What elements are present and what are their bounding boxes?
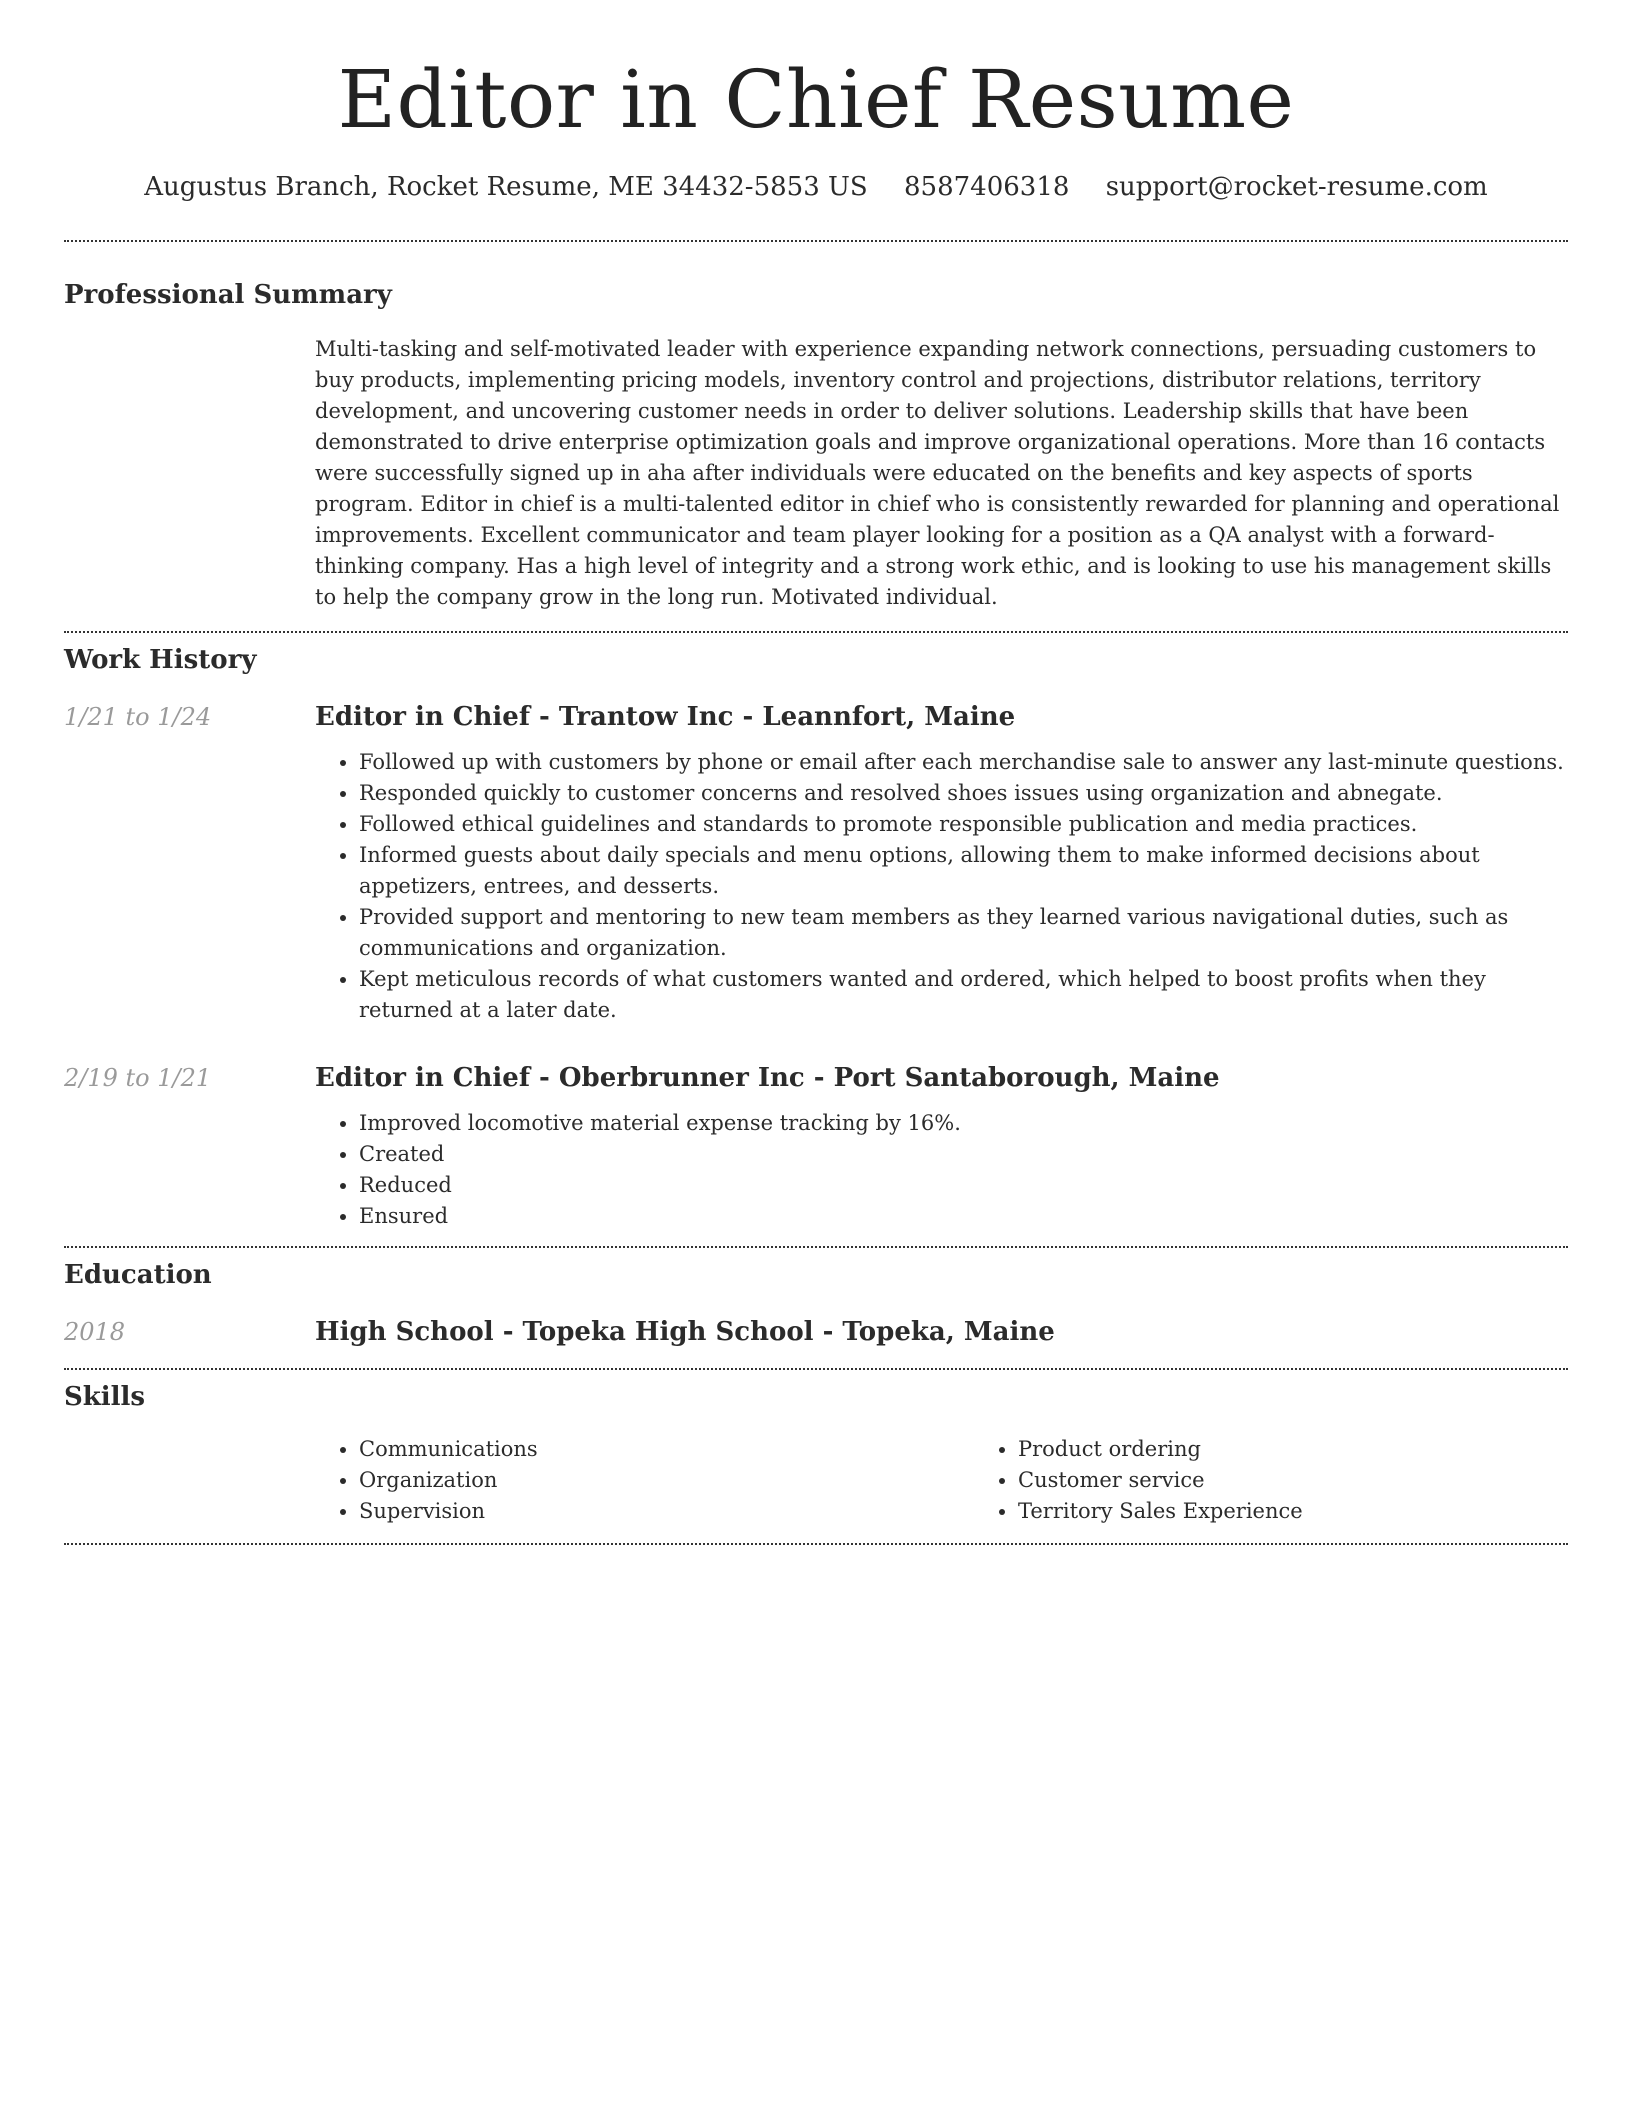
summary-row bbox=[64, 334, 1568, 613]
contact-line bbox=[64, 170, 1568, 204]
job-bullet: • Responded quickly to customer concerns and resolved shoes issues using organization and abnegate. bbox=[359, 778, 1568, 809]
skill-item: • Communications bbox=[359, 1434, 974, 1465]
job-entry bbox=[64, 1062, 1568, 1232]
job-bullet: • Improved locomotive material expense tracking by 16%. bbox=[359, 1108, 1568, 1139]
skill-item: • Supervision bbox=[359, 1496, 974, 1527]
contact-phone: 8587406318 bbox=[904, 172, 1070, 202]
job-bullet: • Ensured bbox=[359, 1201, 1568, 1232]
job-dates bbox=[64, 701, 315, 733]
section-divider bbox=[64, 1543, 1568, 1545]
job-bullet: • Followed ethical guidelines and standards to promote responsible publication and media practices. bbox=[359, 809, 1568, 840]
education-title: High School - Topeka High School - Topeka, Maine bbox=[315, 1317, 1055, 1347]
education-details bbox=[315, 1316, 1568, 1348]
skills-column-2 bbox=[974, 1434, 1632, 1527]
education-section bbox=[64, 1248, 1568, 1348]
job-details bbox=[315, 1062, 1568, 1232]
summary-section bbox=[64, 242, 1568, 613]
summary-text: Multi-tasking and self-motivated leader with experience expanding network connections, persuading customers to buy products, implementing pricing models, inventory control and projections, distributor relations, territory development, and uncovering customer needs in order to deliver solutions. Leadership skills that have been demonstrated to drive enterprise optimization goals and improve organizational operations. More than 16 contacts were successfully signed up in aha after individuals were educated on the benefits and key aspects of sports program. Editor in chief is a multi-talented editor in chief who is consistently rewarded for planning and operational improvements. Excellent communicator and team player looking for a position as a QA analyst with a forward-thinking company. Has a high level of integrity and a strong work ethic, and is looking to use his management skills to help the company grow in the long run. Motivated individual. bbox=[315, 337, 1560, 609]
job-details bbox=[315, 701, 1568, 1026]
job-bullet: • Informed guests about daily specials and menu options, allowing them to make informed decisions about appetizers, entrees, and desserts. bbox=[359, 840, 1568, 902]
job-date-range: 1/21 to 1/24 bbox=[64, 703, 212, 731]
section-heading-summary: Professional Summary bbox=[64, 280, 392, 310]
education-date: 2018 bbox=[64, 1318, 126, 1346]
job-bullets bbox=[315, 747, 1568, 1026]
skill-item: • Product ordering bbox=[1018, 1434, 1632, 1465]
job-entry bbox=[64, 701, 1568, 1026]
education-date-col bbox=[64, 1316, 315, 1348]
job-bullet: • Kept meticulous records of what customers wanted and ordered, which helped to boost profits when they returned at a later date. bbox=[359, 964, 1568, 1026]
skills-section bbox=[64, 1370, 1568, 1527]
job-title: Editor in Chief - Oberbrunner Inc - Port Santaborough, Maine bbox=[315, 1063, 1220, 1093]
skills-column-1 bbox=[315, 1434, 974, 1527]
job-bullet: • Followed up with customers by phone or email after each merchandise sale to answer any last-minute questions. bbox=[359, 747, 1568, 778]
job-bullet: • Reduced bbox=[359, 1170, 1568, 1201]
work-history-section bbox=[64, 633, 1568, 1232]
job-title: Editor in Chief - Trantow Inc - Leannfort, Maine bbox=[315, 702, 1016, 732]
job-bullets bbox=[315, 1108, 1568, 1232]
job-bullet: • Created bbox=[359, 1139, 1568, 1170]
skills-row bbox=[64, 1434, 1568, 1527]
job-bullet: • Provided support and mentoring to new team members as they learned various navigational duties, such as communications and organization. bbox=[359, 902, 1568, 964]
skill-item: • Territory Sales Experience bbox=[1018, 1496, 1632, 1527]
section-heading-education: Education bbox=[64, 1260, 212, 1290]
skill-item: • Customer service bbox=[1018, 1465, 1632, 1496]
education-entry bbox=[64, 1316, 1568, 1348]
section-heading-skills: Skills bbox=[64, 1382, 146, 1412]
section-heading-work-history: Work History bbox=[64, 645, 257, 675]
contact-address: Augustus Branch, Rocket Resume, ME 34432-5853 US bbox=[144, 172, 868, 202]
resume-title: Editor in Chief Resume bbox=[337, 53, 1295, 146]
job-date-range: 2/19 to 1/21 bbox=[64, 1064, 212, 1092]
summary-body bbox=[315, 334, 1568, 613]
skills-grid bbox=[315, 1434, 1632, 1527]
skill-item: • Organization bbox=[359, 1465, 974, 1496]
job-dates bbox=[64, 1062, 315, 1094]
contact-email: support@rocket-resume.com bbox=[1105, 172, 1488, 202]
